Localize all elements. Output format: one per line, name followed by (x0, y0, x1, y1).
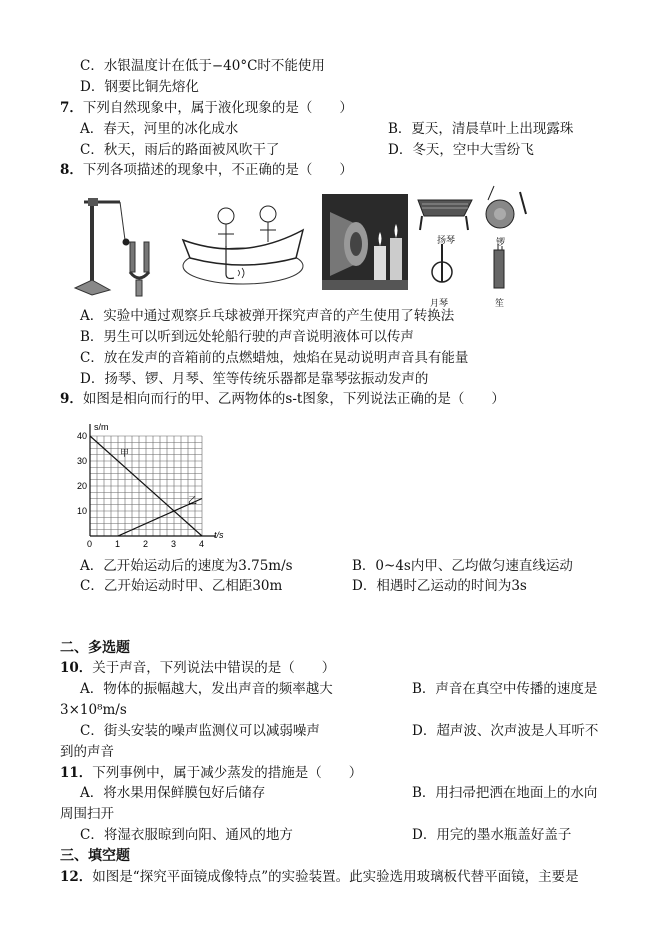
x-tick-label: 2 (143, 539, 149, 549)
series-label: 乙 (188, 495, 198, 506)
section-title: 二、多选题 (60, 640, 130, 656)
question-stem: 关于声音，下列说法中错误的是（ ） (92, 660, 336, 676)
option-c: C．将湿衣服晾到向阳、通风的地方 (80, 827, 293, 843)
instrument-label: 笙 (495, 299, 505, 309)
question-number: 11． (60, 765, 93, 781)
option-a: A．实验中通过观察乒乓球被弹开探究声音的产生使用了转换法 (80, 308, 455, 324)
question-stem: 如图是“探究平面镜成像特点”的实验装置。此实验选用玻璃板代替平面镜，主要是 (92, 869, 579, 885)
x-tick-label: 3 (171, 539, 177, 549)
question-stem: 下列自然现象中，属于液化现象的是（ ） (82, 100, 353, 116)
x-tick-label: 4 (199, 539, 205, 549)
option-b-continued: 3×10⁸m/s (60, 702, 127, 718)
question-stem: 如图是相向而行的甲、乙两物体的s-t图象，下列说法正确的是（ ） (82, 391, 505, 407)
question-number: 8． (60, 162, 83, 178)
instrument-label: 扬琴 (437, 236, 456, 246)
option-c: C．秋天，雨后的路面被风吹干了 (80, 142, 280, 158)
question-number: 9． (60, 391, 83, 407)
question-7 (60, 99, 353, 117)
y-tick-label: 10 (77, 506, 88, 516)
question-number: 7． (60, 100, 83, 116)
option-d-continued: 到的声音 (60, 744, 114, 760)
option-d: D．相遇时乙运动的时间为3s (352, 578, 527, 594)
option-a: A．物体的振幅越大，发出声音的频率越大 (80, 681, 333, 697)
option-a: A．春天，河里的冰化成水 (80, 121, 239, 137)
question-number: 10． (60, 660, 93, 676)
question-12 (60, 868, 579, 886)
y-axis-label: s/m (94, 422, 109, 432)
option-b-continued: 周围扫开 (60, 806, 114, 822)
instruments-figure (412, 184, 532, 310)
series-label: 甲 (120, 448, 130, 458)
instrument-label: 月琴 (430, 299, 449, 309)
option-d: D．冬天，空中大雪纷飞 (388, 142, 534, 158)
option-c: C．放在发声的音箱前的点燃蜡烛，烛焰在晃动说明声音具有能量 (80, 350, 469, 366)
question-number: 12． (60, 869, 93, 885)
option-b: B．夏天，清晨草叶上出现露珠 (388, 121, 574, 137)
instrument-label: 锣 (496, 238, 506, 248)
option-b: B．男生可以听到远处轮船行驶的声音说明液体可以传声 (80, 329, 414, 345)
y-tick-label: 20 (77, 481, 88, 491)
option-d: D．扬琴、锣、月琴、笙等传统乐器都是靠琴弦振动发声的 (80, 371, 429, 387)
question-stem: 下列各项描述的现象中，不正确的是（ ） (82, 162, 353, 178)
option-a: A．乙开始运动后的速度为3.75m/s (80, 558, 293, 574)
question-10 (60, 659, 335, 677)
s-t-graph (68, 418, 238, 550)
speaker-candle-photo (322, 194, 408, 290)
y-tick-label: 40 (77, 431, 88, 441)
option-a: A．将水果用保鲜膜包好后储存 (80, 785, 266, 801)
y-tick-label: 30 (77, 456, 88, 466)
section-title: 三、填空题 (60, 848, 130, 864)
x-tick-label: 0 (87, 539, 93, 549)
question-9 (60, 390, 505, 408)
option-b: B．用扫帚把洒在地面上的水向 (412, 785, 598, 801)
x-tick-label: 1 (115, 539, 121, 549)
option-c: C．街头安装的噪声监测仪可以减弱噪声 (80, 723, 320, 739)
option-d: D．超声波、次声波是人耳听不 (412, 723, 599, 739)
option-d: D．钢要比铜先熔化 (80, 79, 199, 95)
tuning-fork-figure (70, 192, 168, 300)
question-8 (60, 161, 353, 179)
option-c: C．水银温度计在低于−40°C时不能使用 (80, 58, 325, 74)
question-stem: 下列事例中，属于减少蒸发的措施是（ ） (92, 765, 363, 781)
x-axis-label: t/s (214, 530, 224, 540)
option-c: C．乙开始运动时甲、乙相距30m (80, 578, 283, 594)
boat-figure (178, 200, 308, 288)
option-b: B．声音在真空中传播的速度是 (412, 681, 598, 697)
question-11 (60, 764, 362, 782)
option-d: D．用完的墨水瓶盖好盖子 (412, 827, 572, 843)
option-b: B．0~4s内甲、乙均做匀速直线运动 (352, 558, 573, 574)
